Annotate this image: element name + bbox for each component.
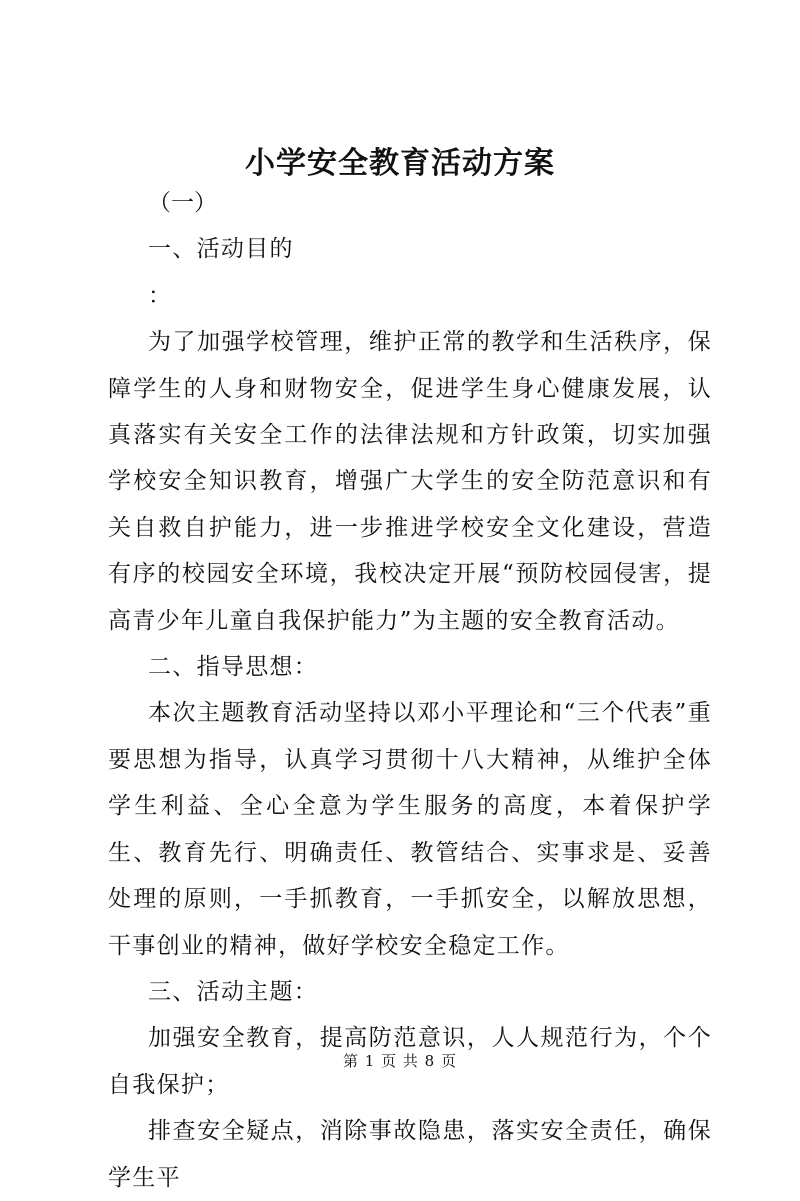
section3-item-2: 排查安全疑点，消除事故隐患，落实安全责任，确保学生平: [108, 1118, 712, 1191]
document-title: 小学安全教育活动方案: [245, 146, 555, 181]
section1-colon: ：: [148, 282, 173, 309]
section2-body: 本次主题教育活动坚持以邓小平理论和“三个代表”重要思想为指导，认真学习贯彻十八大精神，从维护全体学生利益、全心全意为学生服务的高度，本着保护学生、教育先行、明确责任、教管结合、实事求是、妥善处理的原则，一手抓教育，一手抓安全，以解放思想，干事创业的精神，做好学校安全稳定工作。: [108, 700, 712, 959]
document-body: [108, 180, 712, 1201]
section2-heading: 二、指导思想：: [148, 654, 319, 681]
section1-body: 为了加强学校管理，维护正常的教学和生活秩序，保障学生的人身和财物安全，促进学生身心健康发展，认真落实有关安全工作的法律法规和方针政策，切实加强学校安全知识教育，增强广大学生的安全防范意识和有关自救自护能力，进一步推进学校安全文化建设，营造有序的校园安全环境，我校决定开展“预防校园侵害，提高青少年儿童自我保护能力”为主题的安全教育活动。: [108, 329, 712, 634]
section3-heading: 三、活动主题：: [148, 978, 319, 1005]
subtitle: （一）: [148, 190, 217, 216]
section3-item-1: 加强安全教育，提高防范意识，人人规范行为，个个自我保护；: [108, 1025, 712, 1098]
section1-heading: 一、活动目的: [148, 236, 294, 263]
page-footer: 第 1 页 共 8 页: [343, 1052, 457, 1070]
